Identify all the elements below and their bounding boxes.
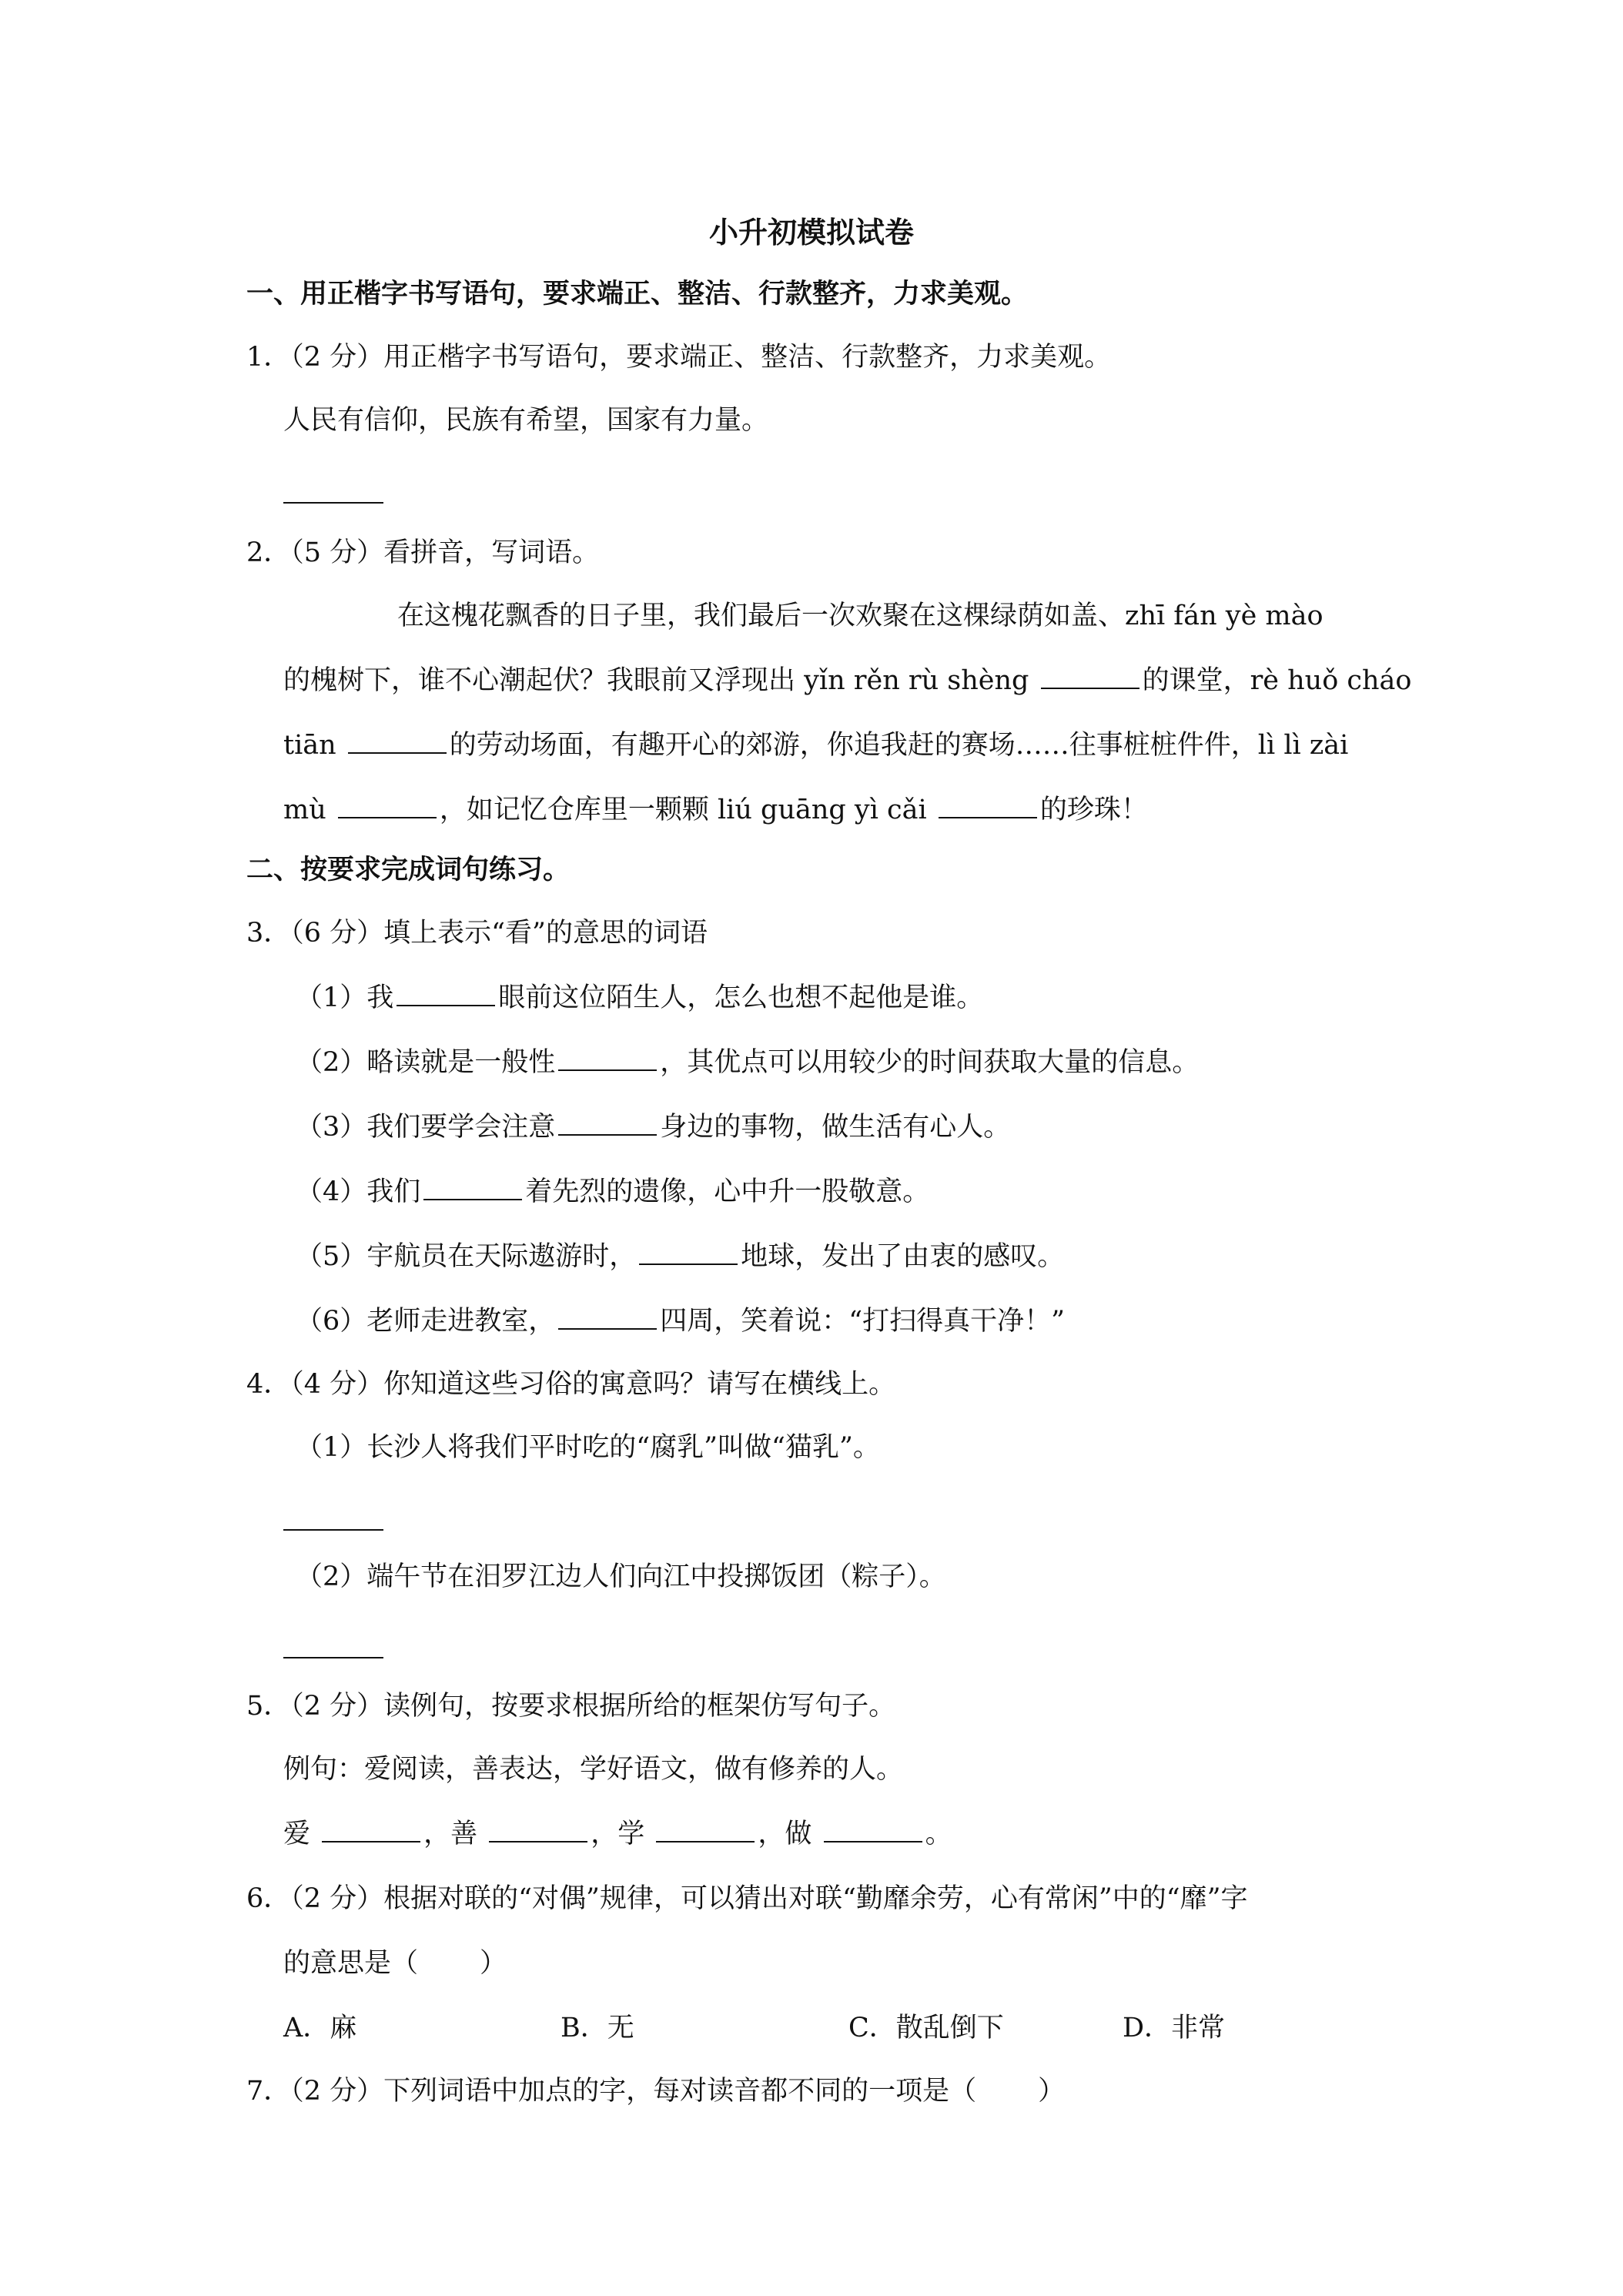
text-segment: 的珍珠！ [1039, 795, 1148, 825]
text-segment: 的劳动场面，有趣开心的郊游，你追我赶的赛场……往事桩桩件件，lì lì zài [449, 730, 1349, 761]
question-2-paragraph-line-4 [283, 788, 1148, 832]
text-segment: （4）我们 [296, 1176, 421, 1207]
text-segment: 地球，发出了由衷的感叹。 [741, 1241, 1065, 1272]
question-2-stem: 2．（5 分）看拼音，写词语。 [246, 537, 600, 568]
text-segment: （5）宇航员在天际遨游时， [296, 1241, 637, 1272]
text-segment: 着先烈的遗像，心中升一股敬意。 [525, 1176, 930, 1207]
text-segment: 的课堂，rè huǒ cháo [1142, 665, 1412, 696]
answer-blank[interactable] [656, 1840, 755, 1842]
answer-blank[interactable] [397, 1004, 495, 1006]
question-6-stem-line-1: 6．（2 分）根据对联的“对偶”规律，可以猜出对联“勤靡余劳，心有常闲”中的“靡”字 [246, 1883, 1248, 1914]
question-4-item-2: （2）端午节在汨罗江边人们向江中投掷饭团（粽子）。 [296, 1561, 946, 1592]
text-segment: ） [480, 1948, 507, 1979]
text-segment: 。 [925, 1819, 952, 1849]
question-2-paragraph-line-1: 在这槐花飘香的日子里，我们最后一次欢聚在这棵绿荫如盖、zhī fán yè mào [397, 601, 1323, 631]
answer-blank[interactable] [348, 751, 447, 754]
text-segment: （1）我 [296, 982, 394, 1013]
question-6-option-b[interactable]: B．无 [561, 2013, 634, 2043]
page-title: 小升初模拟试卷 [708, 215, 914, 249]
question-3-item-3 [296, 1106, 1010, 1149]
answer-blank[interactable] [824, 1840, 922, 1842]
question-4-stem: 4．（4 分）你知道这些习俗的寓意吗？请写在横线上。 [246, 1369, 896, 1400]
answer-blank[interactable] [283, 1657, 383, 1658]
question-6-option-c[interactable]: C．散乱倒下 [848, 2013, 1004, 2043]
text-segment: ，做 [758, 1819, 821, 1849]
text-segment: ，其优点可以用较少的时间获取大量的信息。 [660, 1047, 1200, 1078]
text-segment: ，如记忆仓库里一颗颗 liú guāng yì cǎi [439, 795, 935, 825]
answer-blank[interactable] [639, 1263, 738, 1265]
text-segment: 身边的事物，做生活有心人。 [660, 1112, 1011, 1143]
text-segment: 四周，笑着说：“打扫得真干净！” [660, 1306, 1066, 1337]
answer-blank[interactable] [558, 1069, 657, 1071]
answer-blank[interactable] [1041, 687, 1139, 689]
text-segment: ，学 [591, 1819, 654, 1849]
text-segment: 7．（2 分）下列词语中加点的字，每对读音都不同的一项是（ [246, 2076, 977, 2107]
question-3-item-5 [296, 1235, 1064, 1278]
question-3-stem: 3．（6 分）填上表示“看”的意思的词语 [246, 918, 708, 949]
text-segment: 爱 [283, 1819, 320, 1849]
question-5-stem: 5．（2 分）读例句，按要求根据所给的框架仿写句子。 [246, 1691, 896, 1722]
question-2-paragraph-line-2 [283, 659, 1412, 702]
answer-blank[interactable] [283, 1529, 383, 1531]
section-heading-2: 二、按要求完成词句练习。 [246, 854, 571, 885]
text-segment: tiān [283, 730, 345, 761]
answer-blank[interactable] [423, 1198, 522, 1200]
question-5-answer-frame [283, 1812, 952, 1856]
answer-blank[interactable] [338, 816, 437, 818]
section-heading-1: 一、用正楷字书写语句，要求端正、整洁、行款整齐，力求美观。 [246, 278, 1029, 310]
question-4-item-1: （1）长沙人将我们平时吃的“腐乳”叫做“猫乳”。 [296, 1432, 880, 1463]
text-segment: mù [283, 795, 335, 825]
text-segment: （2）略读就是一般性 [296, 1047, 556, 1078]
text-segment: 的槐树下，谁不心潮起伏？我眼前又浮现出 yǐn rěn rù shèng [283, 665, 1038, 696]
text-segment: （3）我们要学会注意 [296, 1112, 556, 1143]
question-3-item-2 [296, 1041, 1199, 1084]
question-5-example: 例句：爱阅读，善表达，学好语文，做有修养的人。 [283, 1754, 904, 1785]
text-segment: 的意思是（ [283, 1948, 419, 1979]
question-6-stem-line-2 [283, 1942, 507, 1985]
question-7-stem [246, 2070, 1065, 2113]
answer-blank[interactable] [322, 1840, 420, 1842]
answer-blank[interactable] [939, 816, 1037, 818]
question-2-paragraph-line-3 [283, 724, 1348, 767]
answer-blank[interactable] [558, 1327, 657, 1330]
answer-blank[interactable] [558, 1133, 657, 1136]
answer-blank[interactable] [489, 1840, 587, 1842]
question-1-stem: 1．（2 分）用正楷字书写语句，要求端正、整洁、行款整齐，力求美观。 [246, 342, 1112, 373]
question-1-sentence: 人民有信仰，民族有希望，国家有力量。 [283, 405, 769, 436]
question-3-item-6 [296, 1300, 1065, 1343]
question-3-item-1 [296, 976, 983, 1019]
question-3-item-4 [296, 1170, 929, 1213]
text-segment: （6）老师走进教室， [296, 1306, 556, 1337]
text-segment: 眼前这位陌生人，怎么也想不起他是谁。 [498, 982, 984, 1013]
question-6-option-a[interactable]: A．麻 [283, 2013, 357, 2043]
answer-blank[interactable] [283, 502, 383, 504]
question-6-option-d[interactable]: D．非常 [1123, 2013, 1226, 2043]
text-segment: ） [1038, 2076, 1066, 2107]
text-segment: ，善 [423, 1819, 487, 1849]
